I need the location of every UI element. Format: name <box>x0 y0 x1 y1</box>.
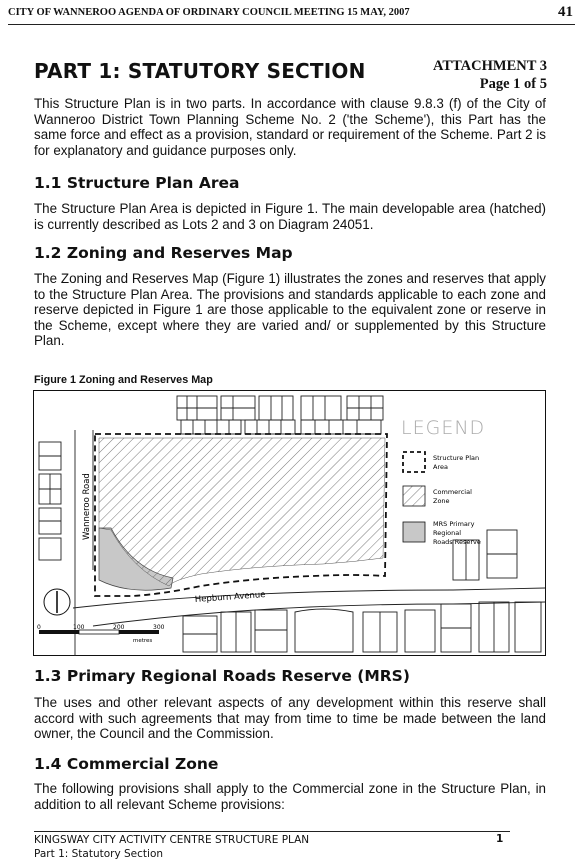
legend-commercial-line2: Zone <box>433 497 450 505</box>
section-heading-1-2: 1.2 Zoning and Reserves Map <box>34 244 293 262</box>
zoning-map <box>33 390 546 656</box>
attachment-number: ATTACHMENT 3 <box>433 58 547 74</box>
scale-label-200: 200 <box>113 624 125 631</box>
scale-label-0: 0 <box>37 624 41 631</box>
footer-page-number: 1 <box>496 833 504 845</box>
legend-title: LEGEND <box>401 417 486 439</box>
legend-mrs-line3: Roads Reserve <box>433 538 481 546</box>
section-text-1-2: The Zoning and Reserves Map (Figure 1) illustrates the zones and reserves that apply to the Structure Plan Area. The provisions and standards applicable to each zone and reserve depicted in Figure 1 are those applicable to the equivalent zone or reserve in the Scheme, except where they are varied and/ or supplemented by this Structure Plan. <box>34 271 546 349</box>
attachment-page: Page 1 of 5 <box>479 76 547 92</box>
legend-commercial-line1: Commercial <box>433 488 472 496</box>
legend-structure-line2: Area <box>433 463 448 471</box>
legend-commercial-swatch <box>403 486 425 506</box>
page-number: 41 <box>558 4 573 20</box>
part-title: PART 1: STATUTORY SECTION <box>34 59 366 83</box>
legend-mrs-line1: MRS Primary <box>433 520 475 528</box>
section-heading-1-1: 1.1 Structure Plan Area <box>34 174 240 192</box>
attachment-label <box>433 57 547 93</box>
footer-rule <box>34 831 510 832</box>
intro-paragraph: This Structure Plan is in two parts. In accordance with clause 9.8.3 (f) of the City of Wanneroo District Town Planning Scheme No. 2 ('the Scheme'), this Part has the same force and effect as a provision, standard or requirement of the Scheme. Part 2 is for explanatory and guidance purposes only. <box>34 96 546 158</box>
road-label-wanneroo: Wanneroo Road <box>82 473 92 540</box>
section-heading-1-4: 1.4 Commercial Zone <box>34 755 219 773</box>
scale-unit: metres <box>133 638 153 644</box>
section-heading-1-3: 1.3 Primary Regional Roads Reserve (MRS) <box>34 667 410 685</box>
footer <box>34 833 309 861</box>
section-text-1-1: The Structure Plan Area is depicted in Figure 1. The main developable area (hatched) is currently described as Lots 2 and 3 on Diagram 24051. <box>34 201 546 232</box>
road-label-hepburn: Hepburn Avenue <box>194 590 266 605</box>
footer-plan-title: KINGSWAY CITY ACTIVITY CENTRE STRUCTURE PLAN <box>34 834 310 846</box>
scale-label-300: 300 <box>153 624 165 631</box>
section-text-1-3: The uses and other relevant aspects of any development within this reserve shall accord with such agreements that may from time to time be made between the land owner, the Council and the Commission. <box>34 695 546 742</box>
figure-caption: Figure 1 Zoning and Reserves Map <box>34 374 213 386</box>
scale-label-100: 100 <box>73 624 85 631</box>
header-rule <box>8 24 575 25</box>
legend-mrs-line2: Regional <box>433 529 462 537</box>
legend-mrs-swatch <box>403 522 425 542</box>
running-header: CITY OF WANNEROO AGENDA OF ORDINARY COUNCIL MEETING 15 MAY, 2007 <box>8 7 410 18</box>
footer-part: Part 1: Statutory Section <box>34 848 164 860</box>
section-text-1-4: The following provisions shall apply to the Commercial zone in the Structure Plan, in addition to all relevant Scheme provisions: <box>34 781 546 812</box>
legend-structure-line1: Structure Plan <box>433 454 480 462</box>
